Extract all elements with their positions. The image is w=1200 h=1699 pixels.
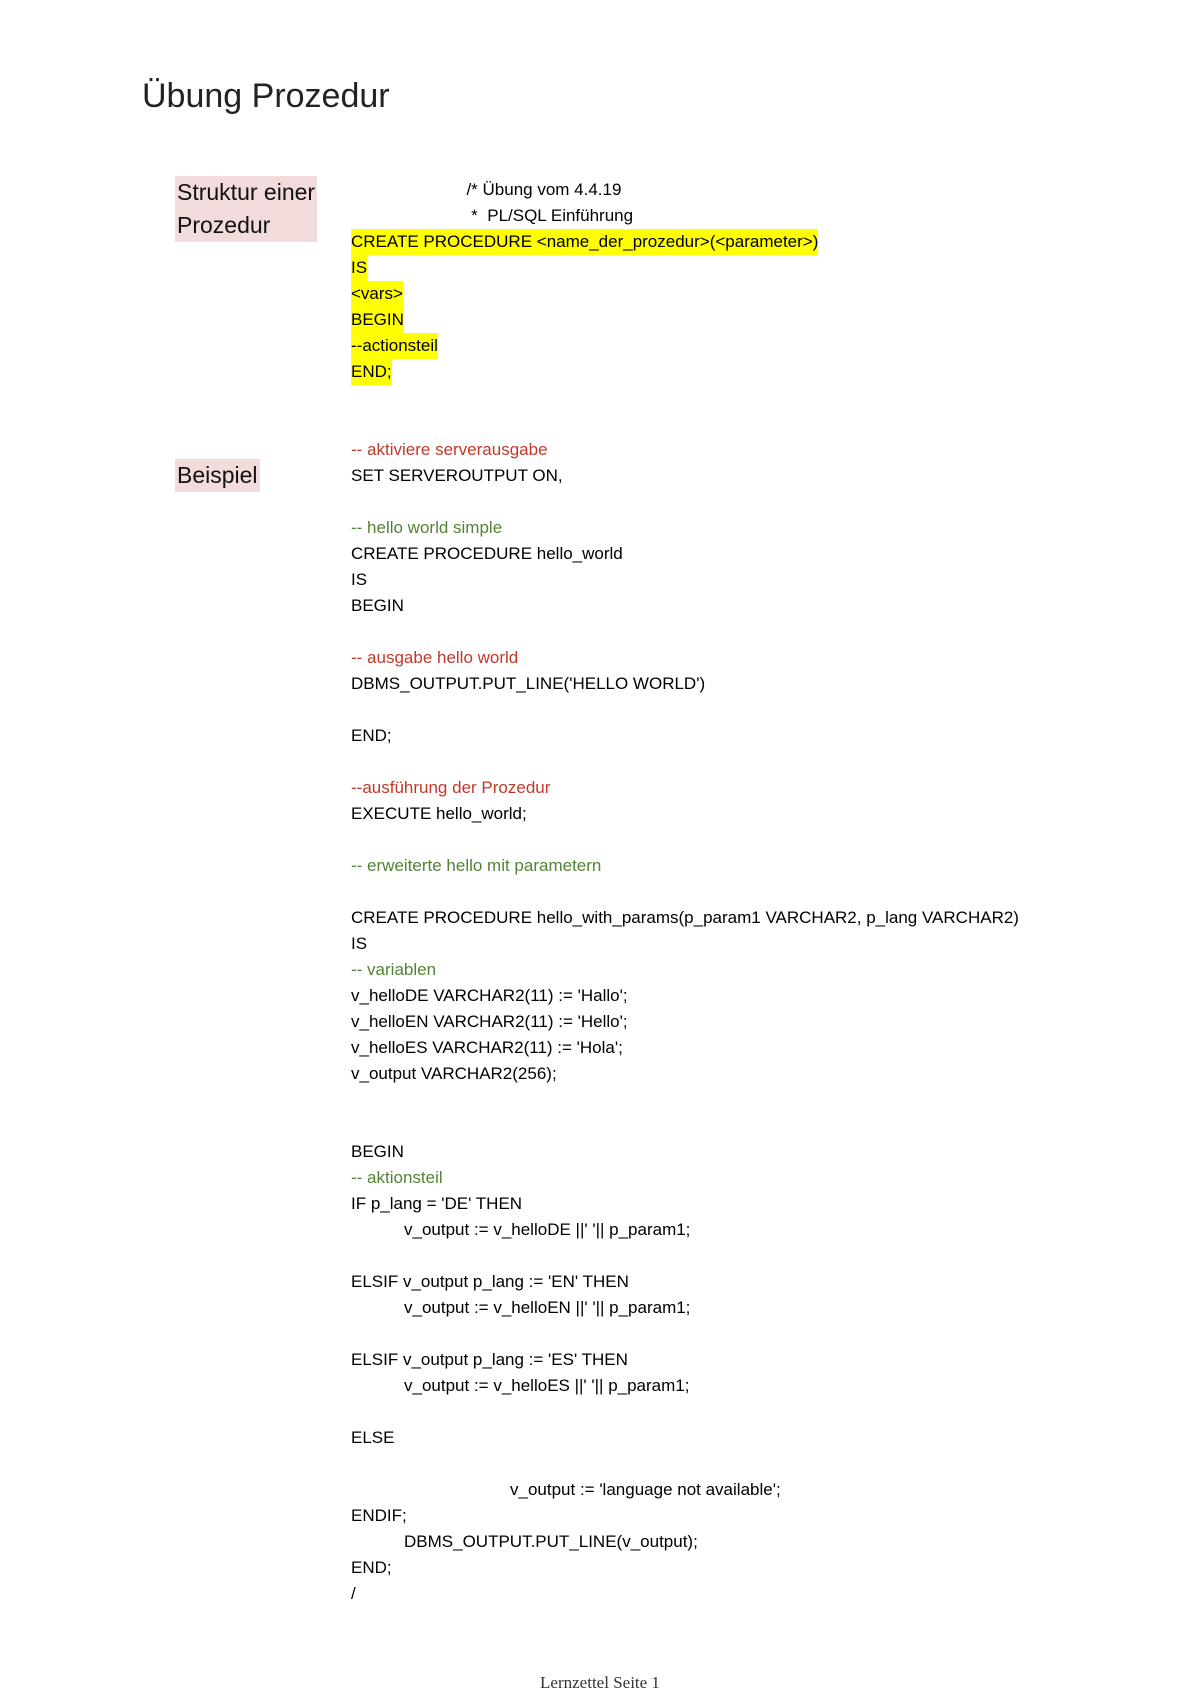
code-text: CREATE PROCEDURE hello_world	[351, 544, 623, 563]
code-line	[351, 1529, 1019, 1555]
code-line	[351, 957, 1019, 983]
code-line	[351, 463, 1019, 489]
code-text: v_output := v_helloDE ||' '|| p_param1;	[404, 1220, 691, 1239]
code-text: --ausführung der Prozedur	[351, 778, 551, 797]
code-text: ELSIF v_output p_lang := 'ES' THEN	[351, 1350, 628, 1369]
beispiel-code-block	[351, 437, 1019, 1607]
code-line	[351, 853, 1019, 879]
code-text: END;	[351, 726, 392, 745]
code-text: EXECUTE hello_world;	[351, 804, 527, 823]
code-text: v_output := v_helloES ||' '|| p_param1;	[404, 1376, 690, 1395]
code-text: BEGIN	[351, 596, 404, 615]
code-line	[351, 1425, 1019, 1451]
code-text: DBMS_OUTPUT.PUT_LINE(v_output);	[404, 1532, 698, 1551]
code-line	[351, 1347, 1019, 1373]
code-text: v_helloDE VARCHAR2(11) := 'Hallo';	[351, 986, 628, 1005]
code-text: ELSE	[351, 1428, 395, 1447]
code-line	[351, 645, 1019, 671]
page-footer: Lernzettel Seite 1	[540, 1673, 660, 1692]
code-text: ELSIF v_output p_lang := 'EN' THEN	[351, 1272, 629, 1291]
code-text: -- hello world simple	[351, 518, 503, 537]
code-text: -- aktiviere serverausgabe	[351, 440, 548, 459]
section-label-struktur-line1: Struktur einer	[177, 179, 316, 205]
code-line	[351, 1243, 1019, 1269]
code-text: IS	[351, 570, 368, 589]
code-line	[351, 1373, 1019, 1399]
code-text: IF p_lang = 'DE' THEN	[351, 1194, 523, 1213]
code-line	[351, 1061, 1019, 1087]
code-text: v_helloES VARCHAR2(11) := 'Hola';	[351, 1038, 623, 1057]
code-line	[351, 255, 818, 281]
code-line	[351, 203, 818, 229]
code-text: BEGIN	[351, 1142, 404, 1161]
code-line	[351, 1113, 1019, 1139]
code-line	[351, 619, 1019, 645]
code-line	[351, 1269, 1019, 1295]
code-line	[351, 515, 1019, 541]
code-text: /	[351, 1584, 356, 1603]
code-line	[351, 827, 1019, 853]
code-line	[351, 541, 1019, 567]
code-text: v_output := v_helloEN ||' '|| p_param1;	[404, 1298, 691, 1317]
code-line	[351, 983, 1019, 1009]
code-line	[351, 437, 1019, 463]
code-line	[351, 1191, 1019, 1217]
code-text: BEGIN	[351, 307, 404, 333]
code-line	[351, 359, 818, 385]
code-text: * PL/SQL Einführung	[457, 206, 634, 225]
code-text: /* Übung vom 4.4.19	[457, 180, 622, 199]
code-line	[351, 489, 1019, 515]
code-line	[351, 1321, 1019, 1347]
code-line	[351, 307, 818, 333]
code-line	[351, 1555, 1019, 1581]
code-line	[351, 1217, 1019, 1243]
code-line	[351, 1503, 1019, 1529]
code-text: SET SERVEROUTPUT ON,	[351, 466, 563, 485]
code-line	[351, 1139, 1019, 1165]
code-line	[351, 281, 818, 307]
code-text: -- variablen	[351, 960, 437, 979]
code-text: --actionsteil	[351, 333, 438, 359]
code-text: IS	[351, 934, 368, 953]
section-label-beispiel	[175, 459, 260, 492]
code-text: v_helloEN VARCHAR2(11) := 'Hello';	[351, 1012, 628, 1031]
code-line	[351, 1087, 1019, 1113]
code-text: IS	[351, 255, 367, 281]
code-line	[351, 1477, 1019, 1503]
code-line	[351, 1295, 1019, 1321]
code-line	[351, 177, 818, 203]
code-line	[351, 1035, 1019, 1061]
code-text: DBMS_OUTPUT.PUT_LINE('HELLO WORLD')	[351, 674, 706, 693]
code-text: END;	[351, 1558, 392, 1577]
code-text: -- ausgabe hello world	[351, 648, 519, 667]
code-text: CREATE PROCEDURE hello_with_params(p_param1 VARCHAR2, p_lang VARCHAR2)	[351, 908, 1019, 927]
code-text: END;	[351, 359, 392, 385]
code-line	[351, 749, 1019, 775]
code-text: -- erweiterte hello mit parametern	[351, 856, 602, 875]
code-text: <vars>	[351, 281, 403, 307]
code-line	[351, 775, 1019, 801]
page-title: Übung Prozedur	[142, 77, 390, 115]
code-line	[351, 879, 1019, 905]
code-text: -- aktionsteil	[351, 1168, 443, 1187]
code-line	[351, 1009, 1019, 1035]
code-text: ENDIF;	[351, 1506, 407, 1525]
code-text: CREATE PROCEDURE <name_der_prozedur>(<parameter>)	[351, 229, 818, 255]
struktur-code-block	[351, 177, 818, 385]
code-line	[351, 567, 1019, 593]
code-line	[351, 723, 1019, 749]
code-line	[351, 905, 1019, 931]
code-line	[351, 1581, 1019, 1607]
code-line	[351, 931, 1019, 957]
code-line	[351, 333, 818, 359]
code-text: v_output := 'language not available';	[510, 1480, 781, 1499]
code-text: v_output VARCHAR2(256);	[351, 1064, 557, 1083]
code-line	[351, 1451, 1019, 1477]
code-line	[351, 1165, 1019, 1191]
section-label-struktur-line2: Prozedur	[177, 212, 271, 238]
code-line	[351, 697, 1019, 723]
code-line	[351, 671, 1019, 697]
section-label-struktur	[175, 176, 317, 242]
code-line	[351, 801, 1019, 827]
code-line	[351, 229, 818, 255]
section-label-beispiel-text: Beispiel	[177, 462, 258, 488]
code-line	[351, 593, 1019, 619]
code-line	[351, 1399, 1019, 1425]
